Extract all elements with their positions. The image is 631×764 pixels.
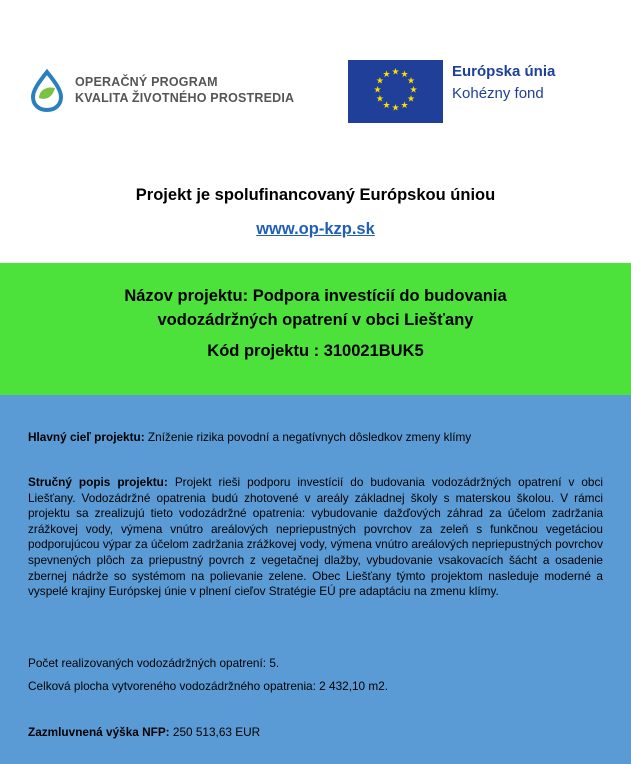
cofinanced-text: Projekt je spolufinancovaný Európskou úniou	[135, 186, 496, 204]
op-kzp-logo	[25, 68, 294, 112]
eu-logo	[348, 60, 555, 123]
project-name-line1: Názov projektu: Podpora investícií do budovania	[124, 287, 507, 305]
fund-label: Kohézny fond	[452, 85, 544, 102]
description-label: Stručný popis projektu:	[28, 475, 168, 489]
water-drop-logo-icon	[25, 68, 69, 112]
svg-text:★: ★	[407, 94, 416, 105]
svg-text:★: ★	[375, 94, 384, 105]
svg-text:★: ★	[382, 69, 391, 80]
svg-text:★: ★	[382, 101, 391, 112]
svg-text:★: ★	[375, 76, 384, 87]
nfp-value: 250 513,63 EUR	[169, 725, 261, 739]
op-program-line1: OPERAČNÝ PROGRAM	[75, 75, 218, 89]
op-program-line2: KVALITA ŽIVOTNÉHO PROSTREDIA	[75, 91, 295, 105]
contracted-nfp	[28, 725, 603, 741]
project-code: Kód projektu : 310021BUK5	[207, 342, 424, 360]
project-title-band	[0, 263, 631, 395]
project-name-line2: vodozádržných opatrení v obci Liešťany	[157, 311, 474, 329]
main-goal-text: Zníženie rizika povodní a negatívnych dôsledkov zmeny klímy	[144, 430, 472, 444]
svg-text:★: ★	[391, 103, 400, 114]
project-details	[0, 395, 631, 764]
header	[0, 0, 631, 255]
description-text: Projekt rieši podporu investícií do budovania vodozádržných opatrení v obci Liešťany. Vodozádržné opatrenia budú zhotovené v areály základnej školy s materskou školou. V rámci projektu sa zrealizujú tieto vodozádržné opatrenia: vybudovanie dažďových záhrad za účelom zadržania zrážkovej vody, výmena vnútro areálových nepriepustných povrchov za zeleň s funkčnou vegetáciou podporujúcou výpar za účelom zadržania zrážkovej vody, výmena vnútro areálových nepriepustných povrchov spevnených plôch za priepustný povrch z vegetačnej dlažby, vybudovanie vsakovacích šácht a osadenie zbernej nádrže so systémom na polievanie zelene. Obec Liešťany týmto projektom nasleduje moderné a vyspelé krajiny Európskej únie v plnení cieľov Stratégie EÚ pre adaptáciu na zmenu klímy.	[28, 475, 603, 599]
nfp-label: Zazmluvnená výška NFP:	[28, 725, 170, 739]
svg-text:★: ★	[400, 101, 409, 112]
main-goal-label: Hlavný cieľ projektu:	[28, 430, 145, 444]
short-description	[28, 475, 603, 600]
svg-text:★: ★	[409, 85, 418, 96]
svg-text:★: ★	[373, 85, 382, 96]
eu-label: Európska únia	[452, 63, 556, 80]
total-area: Celková plocha vytvoreného vodozádržného opatrenia: 2 432,10 m2.	[28, 679, 389, 693]
measures-count: Počet realizovaných vodozádržných opatrení: 5.	[28, 656, 280, 670]
svg-text:★: ★	[400, 69, 409, 80]
eu-flag-icon	[348, 60, 443, 123]
svg-text:★: ★	[407, 76, 416, 87]
svg-text:★: ★	[391, 67, 400, 78]
main-goal	[28, 430, 603, 446]
website-link[interactable]: www.op-kzp.sk	[256, 220, 375, 238]
